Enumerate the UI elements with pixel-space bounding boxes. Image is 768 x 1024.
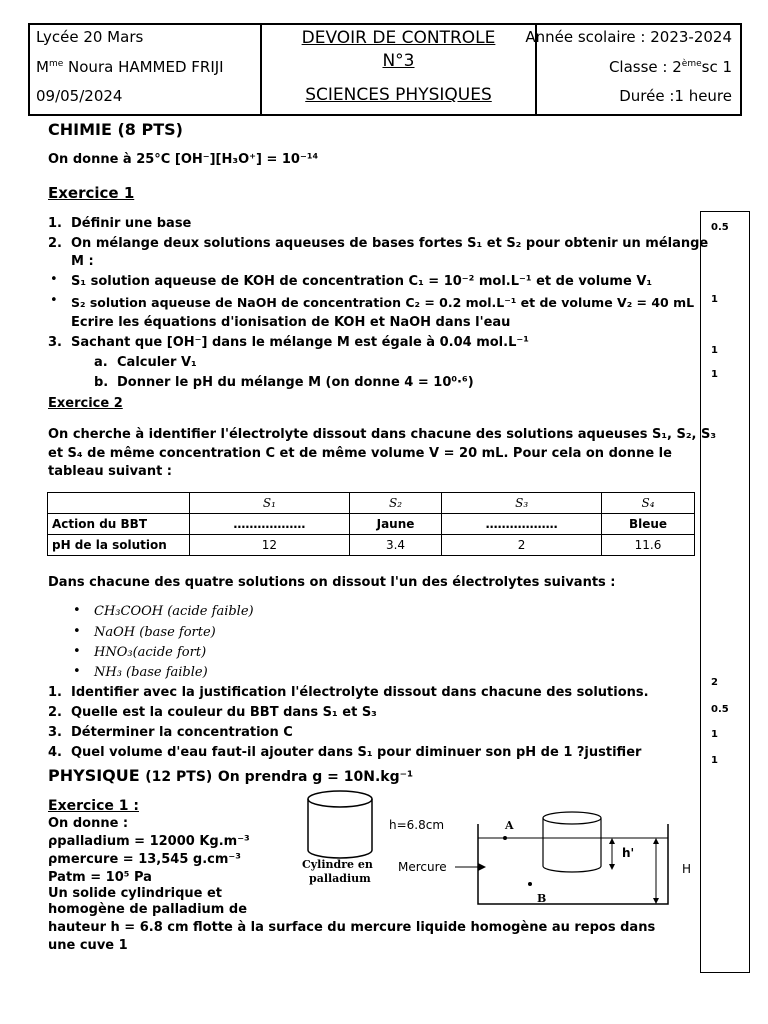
- class-label: Classe : 2èmesc 1: [608, 58, 732, 76]
- table-cell: ………………: [442, 514, 602, 535]
- physique-heading: PHYSIQUE (12 PTS) On prendra g = 10N.kg⁻¹: [48, 766, 414, 785]
- ex1-bullet-s1: S₁ solution aqueuse de KOH de concentration C₁ = 10⁻² mol.L⁻¹ et de volume V₁: [71, 274, 653, 289]
- table-header-s2: S₂: [349, 493, 441, 514]
- table-cell: 3.4: [349, 535, 441, 556]
- ex2-q4-num: 4.: [48, 745, 62, 760]
- cylinder-top: [308, 791, 372, 807]
- bullet-dot: •: [73, 664, 81, 679]
- bullet-dot: •: [73, 603, 81, 618]
- fig-cyl-label1: Cylindre en: [302, 858, 373, 871]
- bullet-dot: •: [50, 272, 58, 287]
- solide-line2: homogène de palladium de: [48, 902, 248, 917]
- bullet-dot: •: [73, 644, 81, 659]
- mark-value: 1: [711, 294, 718, 305]
- ex2-q3: Déterminer la concentration C: [71, 725, 293, 740]
- table-row: [48, 514, 695, 535]
- electrolyte-item: NH₃ (base faible): [94, 665, 208, 680]
- table-header-row: [48, 493, 695, 514]
- table-cell: 2: [442, 535, 602, 556]
- mark-value: 2: [711, 677, 718, 688]
- table-row: [48, 535, 695, 556]
- phys-on-donne: On donne :: [48, 816, 129, 831]
- ex1-q2-num: 2.: [48, 236, 62, 251]
- hprime-arrow-head: [609, 838, 615, 844]
- table-cell: Bleue: [602, 514, 695, 535]
- marks-column: [700, 211, 750, 973]
- electrolyte-item: NaOH (base forte): [94, 625, 216, 640]
- table-cell: Jaune: [349, 514, 441, 535]
- table-header-s4: S₄: [602, 493, 695, 514]
- phys-ex1-title: Exercice 1 :: [48, 798, 139, 814]
- table-cell: 12: [190, 535, 350, 556]
- ex1-q3b: Donner le pH du mélange M (on donne 4 = 10⁰·⁶): [117, 375, 474, 390]
- rho-palladium: ρpalladium = 12000 Kg.m⁻³: [48, 834, 250, 849]
- table-cell: 11.6: [602, 535, 695, 556]
- ex1-q1: Définir une base: [71, 216, 192, 231]
- electrolyte-item: HNO₃(acide fort): [94, 645, 207, 660]
- fig-mercure-label: Mercure: [398, 860, 447, 874]
- ex1-q2-line2: M :: [71, 254, 94, 269]
- cylinder-figure: [300, 788, 382, 868]
- mark-value: 1: [711, 729, 718, 740]
- table-cell: ………………: [190, 514, 350, 535]
- ex2-q2-num: 2.: [48, 705, 62, 720]
- fig-hprime-label: h': [622, 846, 635, 860]
- bullet-dot: •: [73, 624, 81, 639]
- solide-line3: hauteur h = 6.8 cm flotte à la surface du mercure liquide homogène au repos dans: [48, 920, 656, 935]
- fig-cyl-label2: palladium: [309, 872, 371, 885]
- ex2-q3-num: 3.: [48, 725, 62, 740]
- chimie-heading: CHIMIE (8 PTS): [48, 120, 183, 139]
- ex2-sentence: Dans chacune des quatre solutions on dissout l'un des électrolytes suivants :: [48, 575, 616, 590]
- header-right: [525, 25, 740, 114]
- ex2-intro-line3: tableau suivant :: [48, 464, 173, 479]
- exam-number: N°3: [382, 51, 415, 71]
- cylinder-bottom: [308, 850, 372, 858]
- fig-h-label: h=6.8cm: [389, 818, 445, 832]
- mercure-arrow-head: [478, 863, 486, 871]
- mark-value: 1: [711, 369, 718, 380]
- bullet-dot: •: [50, 293, 58, 308]
- mark-value: 1: [711, 755, 718, 766]
- chimie-given: On donne à 25°C [OH⁻][H₃O⁺] = 10⁻¹⁴: [48, 152, 319, 167]
- header-table: [28, 23, 742, 116]
- bbt-table: [47, 492, 695, 556]
- exam-title: DEVOIR DE CONTROLE: [301, 28, 496, 48]
- header-left: [30, 25, 262, 114]
- fig-H-label: H: [682, 862, 692, 876]
- table-header-s1: S₁: [190, 493, 350, 514]
- ex1-q1-num: 1.: [48, 216, 62, 231]
- ex2-title: Exercice 2: [48, 396, 123, 411]
- fig-B-label: B: [537, 892, 547, 905]
- table-header-s3: S₃: [442, 493, 602, 514]
- float-cyl-bottom: [543, 866, 601, 872]
- ex2-q1: Identifier avec la justification l'électrolyte dissout dans chacune des solutions.: [71, 685, 649, 700]
- table-row-label: pH de la solution: [48, 535, 190, 556]
- mark-value: 0.5: [711, 704, 729, 715]
- ex2-q1-num: 1.: [48, 685, 62, 700]
- point-B: [528, 882, 532, 886]
- ex1-q3: Sachant que [OH⁻] dans le mélange M est égale à 0.04 mol.L⁻¹: [71, 335, 529, 350]
- fig-A-label: A: [505, 819, 514, 832]
- ex1-q3a: Calculer V₁: [117, 355, 197, 370]
- table-row-label: Action du BBT: [48, 514, 190, 535]
- ex2-intro-line2: et S₄ de même concentration C et de même volume V = 20 mL. Pour cela on donne le: [48, 446, 672, 461]
- ex1-ionisation: Ecrire les équations d'ionisation de KOH et NaOH dans l'eau: [71, 315, 511, 330]
- ex1-q3b-num: b.: [94, 375, 109, 390]
- ex2-intro-line1: On cherche à identifier l'électrolyte dissout dans chacune des solutions aqueuses S₁, S₂, S₃: [48, 427, 717, 442]
- ex1-title: Exercice 1: [48, 184, 135, 202]
- mark-value: 1: [711, 345, 718, 356]
- ex1-bullet-s2: S₂ solution aqueuse de NaOH de concentration C₂ = 0.2 mol.L⁻¹ et de volume V₂ = 40 mL: [71, 295, 695, 310]
- teacher-name: $M^{me}$ Noura HAMMED FRIJI: [36, 58, 224, 76]
- hprime-arrow-head: [609, 864, 615, 870]
- exam-subject: SCIENCES PHYSIQUES: [305, 85, 492, 105]
- duration: Durée :1 heure: [619, 87, 732, 105]
- solide-line4: une cuve 1: [48, 938, 128, 953]
- ex1-q3a-num: a.: [94, 355, 108, 370]
- exam-date: 09/05/2024: [36, 87, 123, 105]
- patm: Patm = 10⁵ Pa: [48, 870, 152, 885]
- solide-line1: Un solide cylindrique et: [48, 886, 223, 901]
- H-arrow-head: [653, 838, 659, 844]
- school-year: Année scolaire : 2023-2024: [525, 28, 732, 46]
- point-A: [503, 836, 507, 840]
- ex1-q3-num: 3.: [48, 335, 62, 350]
- ex2-q2: Quelle est la couleur du BBT dans S₁ et S₃: [71, 705, 377, 720]
- table-cell: [48, 493, 190, 514]
- ex2-q4: Quel volume d'eau faut-il ajouter dans S₁ pour diminuer son pH de 1 ?justifier: [71, 745, 642, 760]
- header-center: [262, 25, 537, 114]
- electrolyte-item: CH₃COOH (acide faible): [94, 604, 254, 619]
- mark-value: 0.5: [711, 222, 729, 233]
- ex1-q2-line1: On mélange deux solutions aqueuses de bases fortes S₁ et S₂ pour obtenir un mélange: [71, 236, 709, 251]
- tank-outline: [478, 824, 668, 904]
- float-cyl-top: [543, 812, 601, 824]
- H-arrow-head: [653, 898, 659, 904]
- school-name: Lycée 20 Mars: [36, 28, 144, 46]
- rho-mercure: ρmercure = 13,545 g.cm⁻³: [48, 852, 241, 867]
